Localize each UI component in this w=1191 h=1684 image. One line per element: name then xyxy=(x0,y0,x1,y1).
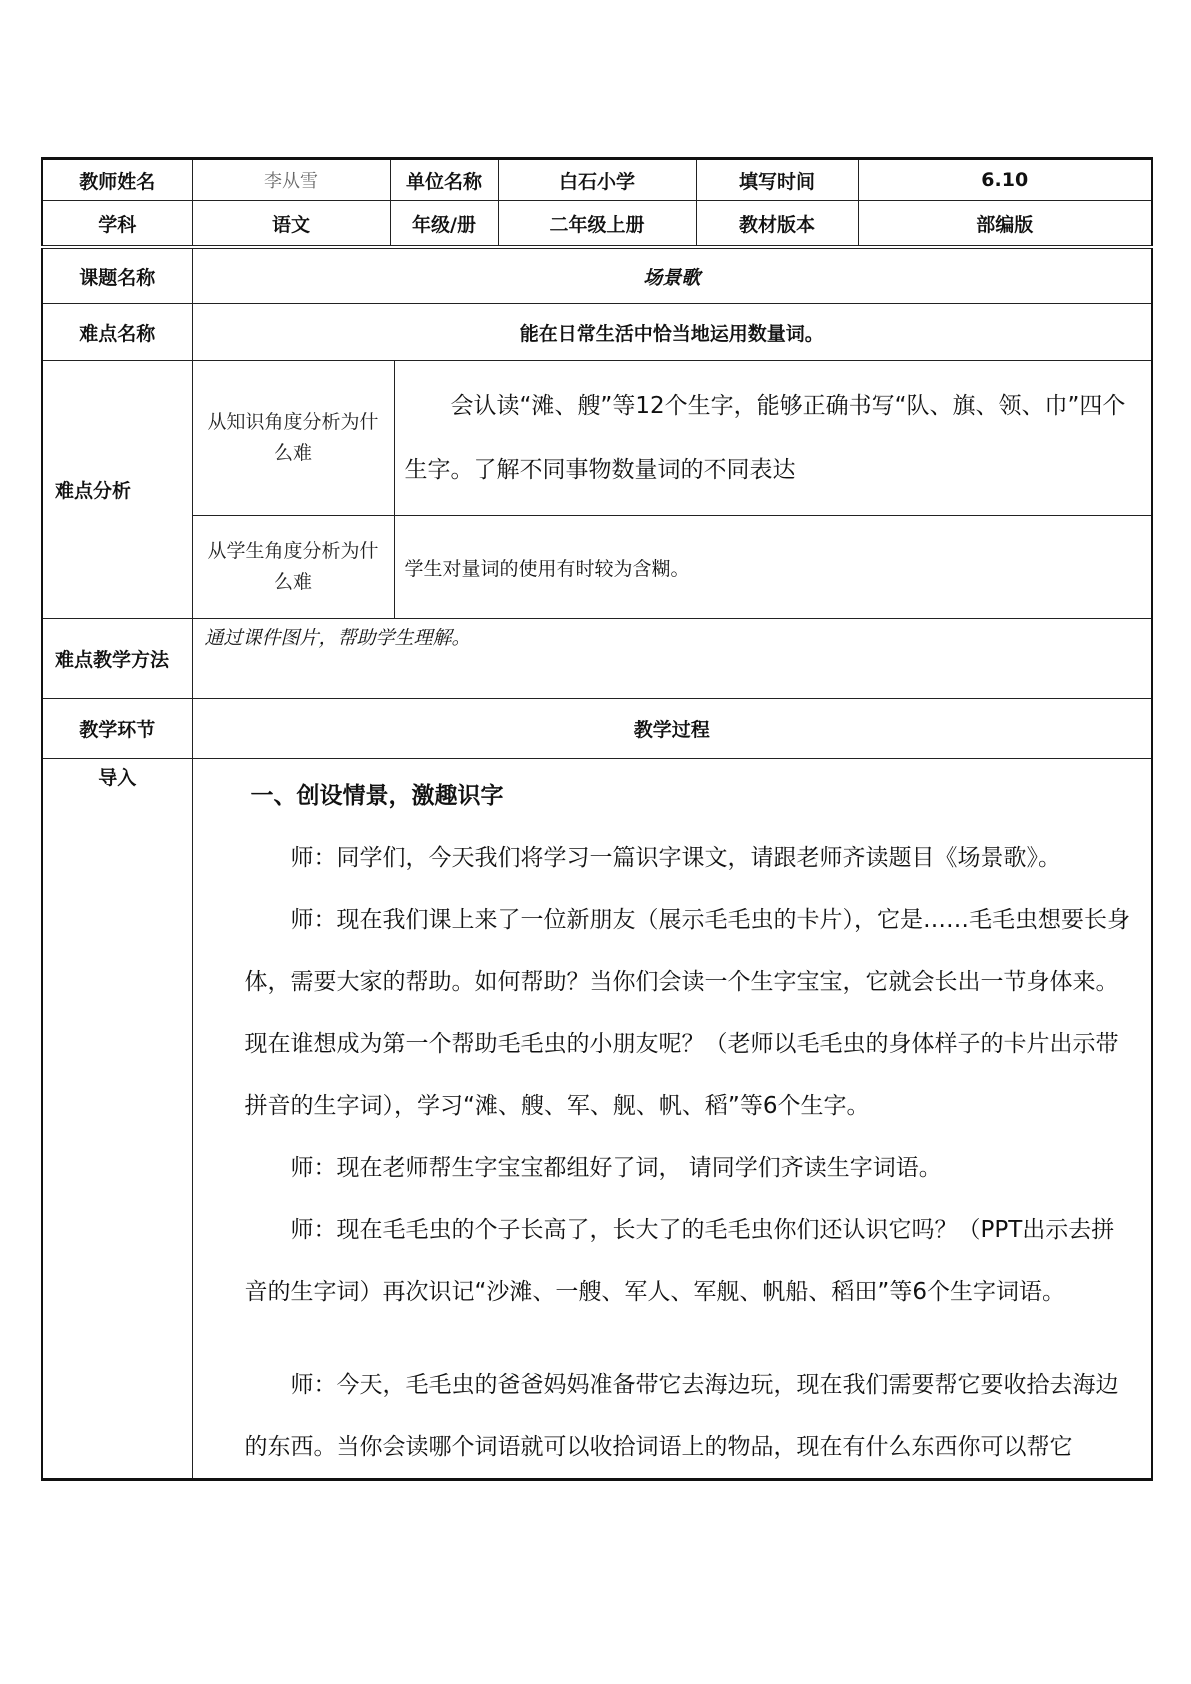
process-paragraph-5: 师：今天，毛毛虫的爸爸妈妈准备带它去海边玩，现在我们需要帮它要收拾去海边的东西。当你会读哪个词语就可以收拾词语上的物品，现在有什么东西你可以帮它 xyxy=(244,1372,1119,1460)
edition-value: 部编版 xyxy=(858,201,1152,246)
knowledge-cell xyxy=(394,361,1152,516)
grade-value: 二年级上册 xyxy=(498,201,696,246)
process-header: 教学过程 xyxy=(192,699,1152,759)
edition-label: 教材版本 xyxy=(696,201,858,246)
subject-label: 学科 xyxy=(42,201,192,246)
process-paragraph-2: 师：现在我们课上来了一位新朋友（展示毛毛虫的卡片），它是……毛毛虫想要长身体，需要大家的帮助。如何帮助？当你们会读一个生字宝宝，它就会长出一节身体来。现在谁想成为第一个帮助毛毛虫的小朋友呢？（老师以毛毛虫的身体样子的卡片出示带拼音的生字词），学习“滩、艘、军、舰、帆、稻”等6个生字。 xyxy=(244,907,1130,1119)
method-text: 通过课件图片，帮助学生理解。 xyxy=(192,619,1152,699)
subject-value: 语文 xyxy=(192,201,390,246)
date-value: 6.10 xyxy=(858,159,1152,201)
student-text: 学生对量词的使用有时较为含糊。 xyxy=(394,516,1152,619)
process-body xyxy=(192,759,1152,1480)
difficulty-label: 难点名称 xyxy=(42,304,192,361)
process-heading: 一、创设情景，激趣识字 xyxy=(250,783,504,809)
knowledge-text: 会认读“滩、艘”等12个生字，能够正确书写“队、旗、领、巾”四个生字。了解不同事物数量词的不同表达 xyxy=(404,393,1126,483)
process-paragraph-4: 师：现在毛毛虫的个子长高了，长大了的毛毛虫你们还认识它吗？（PPT出示去拼音的生字词）再次识记“沙滩、一艘、军人、军舰、帆船、稻田”等6个生字词语。 xyxy=(244,1217,1115,1305)
teacher-label: 教师姓名 xyxy=(42,159,192,201)
knowledge-label: 从知识角度分析为什么难 xyxy=(192,361,394,516)
unit-label: 单位名称 xyxy=(390,159,498,201)
teacher-value: 李从雪 xyxy=(192,159,390,201)
topic-value: 场景歌 xyxy=(192,249,1152,304)
date-label: 填写时间 xyxy=(696,159,858,201)
unit-value: 白石小学 xyxy=(498,159,696,201)
stage-name: 导入 xyxy=(42,759,192,1480)
difficulty-value: 能在日常生活中恰当地运用数量词。 xyxy=(192,304,1152,361)
main-table xyxy=(41,248,1153,1481)
lesson-plan-sheet xyxy=(41,157,1151,1481)
process-paragraph-3: 师：现在老师帮生字宝宝都组好了词， 请同学们齐读生字词语。 xyxy=(290,1155,942,1181)
grade-label: 年级/册 xyxy=(390,201,498,246)
method-label: 难点教学方法 xyxy=(42,619,192,699)
student-label: 从学生角度分析为什么难 xyxy=(192,516,394,619)
topic-label: 课题名称 xyxy=(42,249,192,304)
process-paragraph-1: 师：同学们，今天我们将学习一篇识字课文，请跟老师齐读题目《场景歌》。 xyxy=(290,845,1061,871)
header-table xyxy=(41,157,1153,246)
stage-header: 教学环节 xyxy=(42,699,192,759)
analysis-label: 难点分析 xyxy=(42,361,192,619)
